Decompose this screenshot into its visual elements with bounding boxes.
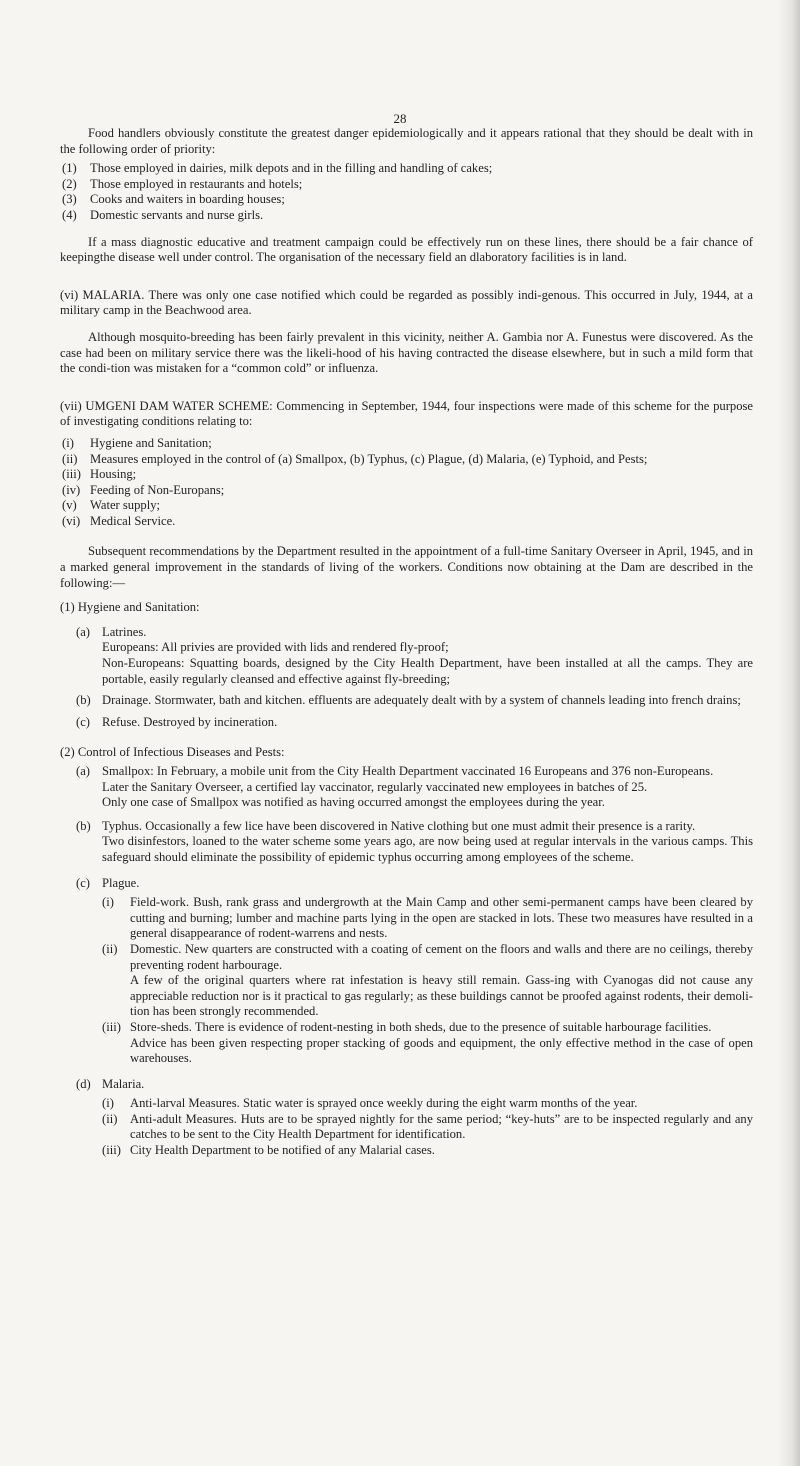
page-number: 28: [393, 111, 407, 126]
item-heading: Plague.: [102, 875, 140, 890]
campaign-paragraph: If a mass diagnostic educative and treatment campaign could be effectively run on these lines, there should be a fair chance of keepingthe disease well under control. The organisation of the necessary field an dlaboratory facilities is in land.: [60, 234, 753, 265]
list-item: (iv) Feeding of Non-Europans;: [62, 482, 225, 497]
section-heading: (1) Hygiene and Sanitation:: [60, 600, 200, 615]
list-item: (4) Domestic servants and nurse girls.: [62, 207, 264, 222]
list-item: (1) Those employed in dairies, milk depots and in the filling and handling of cakes;: [62, 161, 493, 176]
list-item: (iii) City Health Department to be notified of any Malarial cases.: [102, 1143, 435, 1158]
list-item: (iii) Store-sheds. There is evidence of rodent-nesting in both sheds, due to the presence of suitable harbourage facilities. Advice has been given respecting proper stacking of goods and equipment, the only effective method in the case of open warehouses.: [102, 1019, 753, 1066]
list-item: (ii) Domestic. New quarters are constructed with a coating of cement on the floors and walls and there are no ceilings, thereby preventing rodent harbourage. A few of the original quarters where rat infestation is heavy still remain. Gass-ing with Cyanogas did not cause any appreciable reduction nor is it practical to gas regularly; as these buildings cannot be proofed against rodents, their demoli-tion has been strongly recommended.: [102, 941, 753, 1019]
list-item: (2) Those employed in restaurants and hotels;: [62, 176, 303, 191]
list-item: (d) Malaria. (i) Anti-larval Measures. Static water is sprayed once weekly during the eight warm months of the year. (ii) Anti-adult Measures. Huts are to be sprayed nightly for the same period; “key-huts” are to be inspected regularly and any catches to be sent to the City Health Department for identification. (iii) City Health Department to be notified of any Malarial cases.: [76, 1076, 753, 1158]
item-heading: Latrines.: [102, 624, 147, 639]
section-heading: (2) Control of Infectious Diseases and Pests:: [60, 745, 285, 760]
list-item: (ii) Measures employed in the control of (a) Smallpox, (b) Typhus, (c) Plague, (d) Malaria, (e) Typhoid, and Pests;: [62, 451, 648, 466]
item-text: Only one case of Smallpox was notified as having occurred amongst the employees during the year.: [102, 795, 605, 810]
list-item: (c) Refuse. Destroyed by incineration.: [76, 714, 278, 729]
item-text: Two disinfestors, loaned to the water scheme some years ago, are now being used at regular intervals in the various camps. This safeguard should eliminate the possibility of epidemic typhus occurring among employees of the scheme.: [102, 834, 753, 864]
list-item: (v) Water supply;: [62, 498, 160, 513]
item-text: Non-Europeans: Squatting boards, designed by the City Health Department, have been installed at all the camps. They are portable, easily regularly cleansed and effective against fly-breeding;: [102, 656, 753, 686]
item-text: Europeans: All privies are provided with lids and rendered fly-proof;: [102, 640, 449, 655]
item-text: Typhus. Occasionally a few lice have been discovered in Native clothing but one must admit their presence is a rarity.: [102, 818, 696, 833]
list-item: (a) Smallpox: In February, a mobile unit from the City Health Department vaccinated 16 Europeans and 376 non-Europeans. Later the Sanitary Overseer, a certified lay vaccinator, regularly vaccinated new employees in batches of 25. Only one case of Smallpox was notified as having occurred amongst the employees during the year.: [60, 764, 753, 811]
page-edge-shadow: [778, 0, 800, 1466]
mosquito-paragraph: Although mosquito-breeding has been fairly prevalent in this vicinity, neither A. Gambia nor A. Funestus were discovered. As the case had been on military service there was the likeli-hood of his having contracted the disease elsewhere, but in such a mild form that the condi-tion was mistaken for a “common cold” or influenza.: [60, 329, 753, 376]
page-content: [60, 126, 753, 1159]
list-item: (ii) Anti-adult Measures. Huts are to be sprayed nightly for the same period; “key-huts” are to be inspected regularly and any catches to be sent to the City Health Department for identification.: [102, 1111, 753, 1142]
umgeni-paragraph: (vii) UMGENI DAM WATER SCHEME: Commencing in September, 1944, four inspections were made of this scheme for the purpose of investigating conditions relating to:: [60, 398, 753, 429]
list-item: (vi) Medical Service.: [62, 513, 176, 528]
list-item: (3) Cooks and waiters in boarding houses;: [62, 192, 285, 207]
list-item: (i) Anti-larval Measures. Static water is sprayed once weekly during the eight warm months of the year.: [102, 1096, 638, 1111]
item-text: Later the Sanitary Overseer, a certified lay vaccinator, regularly vaccinated new employees in batches of 25.: [102, 779, 648, 794]
list-item: (i) Field-work. Bush, rank grass and undergrowth at the Main Camp and other semi-permanent camps have been cleared by cutting and burning; lumber and machine parts lying in the open are stacked in lots. These two measures have resulted in a general disappearance of rodent-warrens and nests.: [102, 895, 753, 941]
list-item: (i) Hygiene and Sanitation;: [62, 435, 212, 450]
malaria-paragraph: (vi) MALARIA. There was only one case notified which could be regarded as possibly indi-genous. This occurred in July, 1944, at a military camp in the Beachwood area.: [60, 287, 753, 318]
list-item: (b) Typhus. Occasionally a few lice have been discovered in Native clothing but one must admit their presence is a rarity. Two disinfestors, loaned to the water scheme some years ago, are now being used at regular intervals in the various camps. This safeguard should eliminate the possibility of epidemic typhus occurring among employees of the scheme.: [76, 818, 753, 864]
list-item: (b) Drainage. Stormwater, bath and kitchen. effluents are adequately dealt with by a system of channels leading into french drains;: [76, 693, 741, 708]
inspection-list: [60, 436, 753, 530]
list-item: (a) Latrines. Europeans: All privies are provided with lids and rendered fly-proof; Non-Europeans: Squatting boards, designed by the City Health Department, have been installed at all the camps. They are portable, easily regularly cleansed and effective against fly-breeding;: [76, 624, 753, 686]
subsequent-paragraph: Subsequent recommendations by the Department resulted in the appointment of a full-time Sanitary Overseer in April, 1945, and in a marked general improvement in the standards of living of the workers. Conditions now obtaining at the Dam are described in the following:—: [60, 544, 753, 590]
hygiene-section: [60, 600, 753, 730]
item-heading: Malaria.: [102, 1076, 145, 1091]
intro-paragraph: Food handlers obviously constitute the greatest danger epidemiologically and it appears rational that they should be dealt with in the following order of priority:: [60, 126, 753, 156]
control-section: [60, 745, 753, 1158]
list-item: (c) Plague. (i) Field-work. Bush, rank grass and undergrowth at the Main Camp and other semi-permanent camps have been cleared by cutting and burning; lumber and machine parts lying in the open are stacked in lots. These two measures have resulted in a general disappearance of rodent-warrens and nests. (ii) Domestic. New quarters are constructed with a coating of cement on the floors and walls and there are no ceilings, thereby preventing rodent harbourage. A few of the original quarters where rat infestation is heavy still remain. Gass-ing with Cyanogas did not cause any appreciable reduction nor is it practical to gas regularly; as these buildings cannot be proofed against rodents, their demoli-tion has been strongly recommended. (iii) Store-sheds. There is evidence of rodent-nesting in both sheds, due to the presence of suitable harbourage facilities. Advice has been given respecting proper stacking of goods and equipment, the only effective method in the case of open warehouses.: [76, 875, 753, 1066]
priority-list: [60, 161, 753, 223]
list-item: (iii) Housing;: [62, 467, 137, 482]
item-text: Smallpox: In February, a mobile unit from the City Health Department vaccinated 16 Europeans and 376 non-Europeans.: [102, 764, 714, 778]
